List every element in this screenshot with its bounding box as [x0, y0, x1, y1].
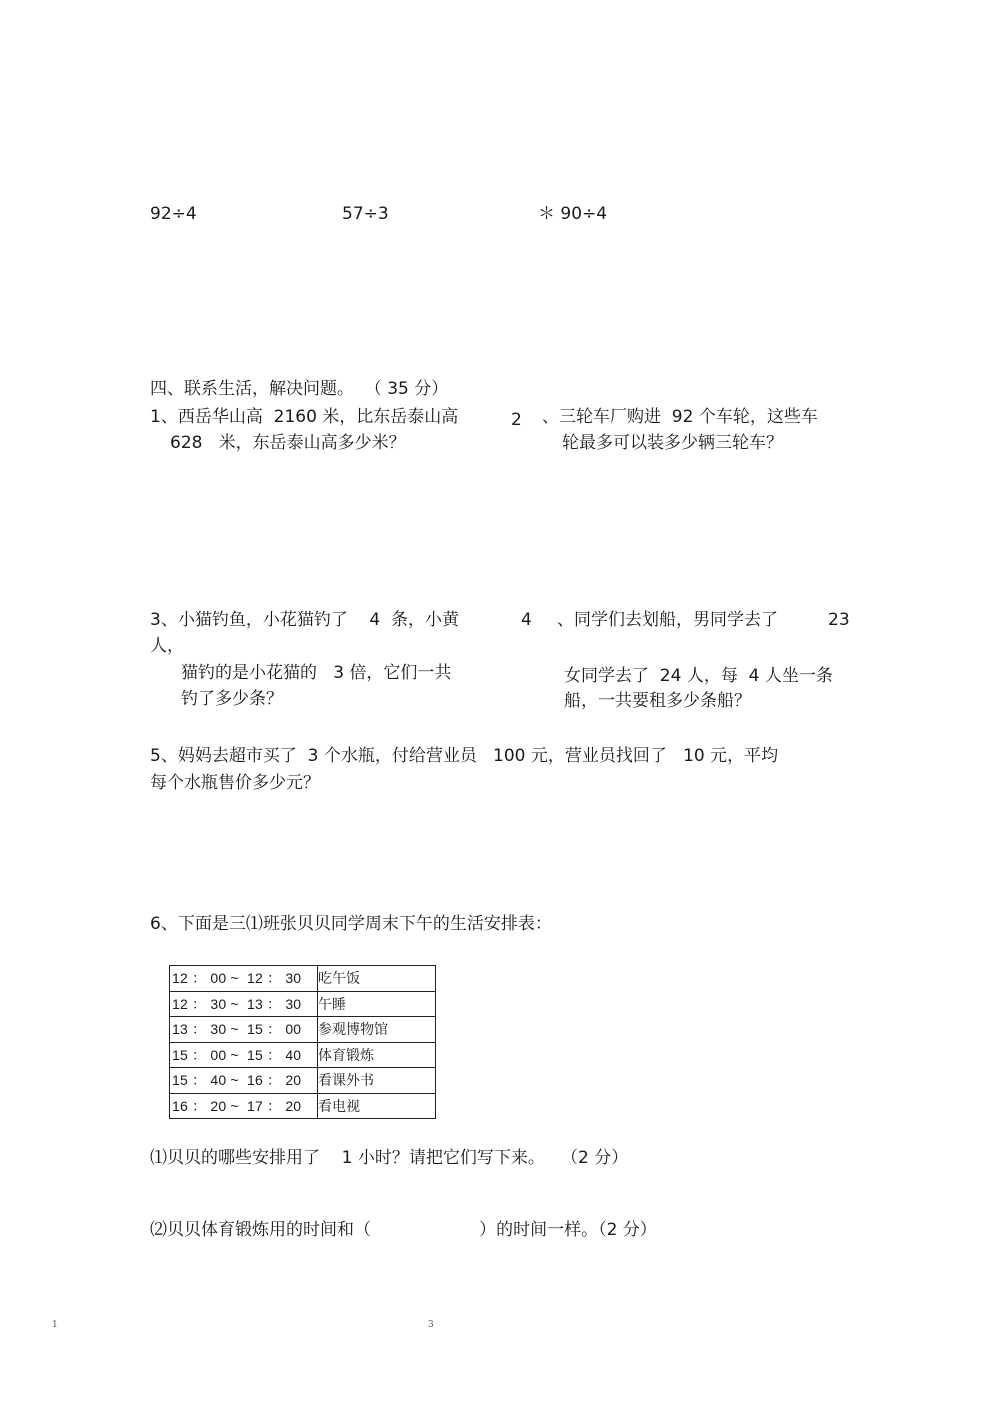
schedule-activity: 看电视 — [318, 1093, 436, 1119]
section-title: 四、联系生活，解决问题。 （ 35 分） — [150, 379, 449, 399]
q6-sub-1: ⑴贝贝的哪些安排用了 1 小时？请把它们写下来。 （2 分） — [150, 1148, 629, 1168]
schedule-time: 12 ： 00 ~ 12 ： 30 — [170, 966, 318, 992]
schedule-time: 15 ： 40 ~ 16 ： 20 — [170, 1068, 318, 1094]
q3-line-1b: 人， — [150, 636, 184, 656]
q3-line-3: 钓了多少条？ — [181, 689, 283, 709]
schedule-time: 15 ： 00 ~ 15 ： 40 — [170, 1042, 318, 1068]
table-row — [170, 991, 436, 1017]
calc-expr-1: 92÷4 — [150, 204, 197, 224]
schedule-activity: 参观博物馆 — [318, 1017, 436, 1043]
q5-line-2: 每个水瓶售价多少元？ — [150, 773, 320, 793]
q3-line-2: 猫钓的是小花猫的 3 倍，它们一共 — [181, 663, 452, 683]
q6-sub-2: ⑵贝贝体育锻炼用的时间和（ ）的时间一样。（2 分） — [150, 1220, 657, 1240]
table-row — [170, 966, 436, 992]
q4-number: 4 — [521, 610, 532, 630]
page-number: 3 — [428, 1320, 434, 1330]
table-row — [170, 1068, 436, 1094]
schedule-time: 13 ： 30 ~ 15 ： 00 — [170, 1017, 318, 1043]
schedule-table — [169, 965, 436, 1119]
table-row — [170, 1093, 436, 1119]
schedule-time: 16 ： 20 ~ 17 ： 20 — [170, 1093, 318, 1119]
q4-line-3: 船，一共要租多少条船？ — [564, 691, 751, 711]
schedule-activity: 体育锻炼 — [318, 1042, 436, 1068]
q2-line-2: 轮最多可以装多少辆三轮车？ — [562, 433, 783, 453]
q2-line-1: 、三轮车厂购进 92 个车轮，这些车 — [542, 407, 818, 427]
schedule-time: 12 ： 30 ~ 13 ： 30 — [170, 991, 318, 1017]
q5-line-1: 5、妈妈去超市买了 3 个水瓶，付给营业员 100 元，营业员找回了 10 元，平均 — [150, 746, 779, 766]
q1-line-1: 1、西岳华山高 2160 米，比东岳泰山高 — [150, 407, 459, 427]
schedule-activity: 吃午饭 — [318, 966, 436, 992]
schedule-activity: 午睡 — [318, 991, 436, 1017]
calc-expr-2: 57÷3 — [342, 204, 389, 224]
q2-number: 2 — [511, 410, 522, 430]
table-row — [170, 1017, 436, 1043]
q3-line-1: 3、小猫钓鱼，小花猫钓了 4 条，小黄 — [150, 610, 460, 630]
q1-line-2: 628 米，东岳泰山高多少米？ — [170, 433, 406, 453]
schedule-activity: 看课外书 — [318, 1068, 436, 1094]
table-row — [170, 1042, 436, 1068]
calc-expr-3: ＊ 90÷4 — [538, 204, 608, 224]
q6-intro: 6、下面是三⑴班张贝贝同学周末下午的生活安排表： — [150, 914, 552, 934]
q4-count: 23 — [828, 610, 850, 630]
q4-line-2: 女同学去了 24 人，每 4 人坐一条 — [564, 666, 833, 686]
q4-line-1: 、同学们去划船，男同学去了 — [557, 610, 778, 630]
footer-left-mark: 1 — [52, 1320, 58, 1330]
